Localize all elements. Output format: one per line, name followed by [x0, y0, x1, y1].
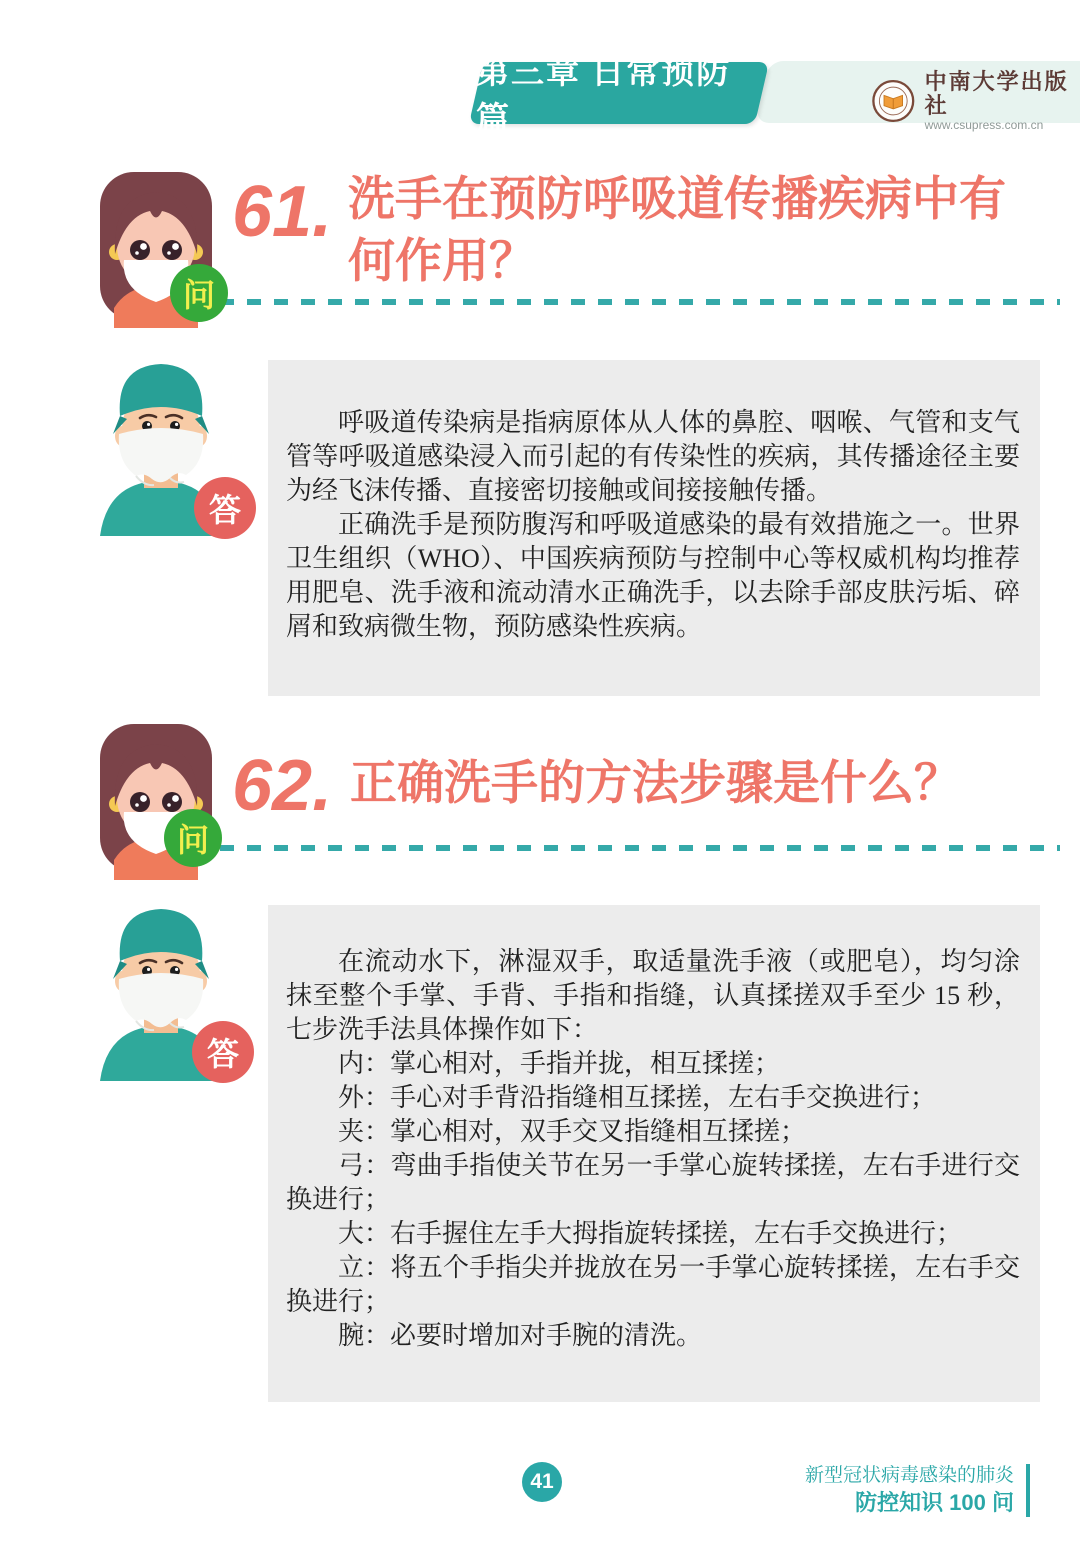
answer-step: 内：掌心相对，手指并拢，相互揉搓； — [338, 1049, 781, 1078]
answer-badge-label: 答 — [206, 1036, 239, 1072]
publisher-name: 中南大学出版社 — [924, 69, 1069, 119]
answer-paragraph: 正确洗手是预防腹泻和呼吸道感染的最有效措施之一。世界卫生组织（WHO）、中国疾病预防与控制中心等权威机构均推荐用肥皂、洗手液和流动清水正确洗手，以去除手部皮肤污垢、碎屑和致病微生物，预防感染性疾病。 — [286, 510, 1020, 641]
dashed-divider — [220, 299, 1060, 305]
question-number: 62. — [232, 746, 333, 826]
answer-box-61 — [268, 360, 1040, 696]
answer-step: 腕：必要时增加对手腕的清洗。 — [338, 1321, 703, 1350]
question-title: 洗手在预防呼吸道传播疾病中有何作用？ — [348, 172, 1006, 287]
publisher-block — [872, 70, 1080, 132]
answer-badge-label: 答 — [208, 492, 241, 528]
question-badge — [164, 809, 222, 867]
answer-paragraph: 呼吸道传染病是指病原体从人体的鼻腔、咽喉、气管和支气管等呼吸道感染浸入而引起的有传染性的疾病，其传播途径主要为经飞沫传播、直接密切接触或间接接触传播。 — [286, 408, 1020, 505]
chapter-banner — [469, 55, 769, 138]
question-badge — [170, 264, 228, 322]
page-number-badge — [522, 1462, 562, 1502]
answer-step: 弓：弯曲手指使关节在另一手掌心旋转揉搓，左右手进行交换进行； — [286, 1151, 1020, 1214]
answer-paragraph: 在流动水下，淋湿双手，取适量洗手液（或肥皂），均匀涂抹至整个手掌、手背、手指和指缝，认真揉搓双手至少 15 秒，七步洗手法具体操作如下： — [286, 947, 1020, 1044]
book-title-line2: 防控知识 100 问 — [855, 1489, 1014, 1515]
answer-step: 立：将五个手指尖并拢放在另一手掌心旋转揉搓，左右手交换进行； — [286, 1253, 1020, 1316]
book-title-line1: 新型冠状病毒感染的肺炎 — [804, 1465, 1014, 1486]
page-number: 41 — [530, 1470, 554, 1493]
answer-box-62 — [268, 905, 1040, 1402]
answer-step: 夹：掌心相对，双手交叉指缝相互揉搓； — [338, 1117, 807, 1146]
answer-step: 外：手心对手背沿指缝相互揉搓，左右手交换进行； — [338, 1083, 937, 1112]
answer-step: 大：右手握住左手大拇指旋转揉搓，左右手交换进行； — [338, 1219, 963, 1248]
publisher-url: www.csupress.com.cn — [924, 118, 1044, 133]
question-title: 正确洗手的方法步骤是什么？ — [350, 756, 961, 809]
book-title-block — [805, 1464, 1030, 1517]
question-number: 61. — [232, 172, 333, 252]
question-badge-label: 问 — [182, 277, 215, 313]
answer-badge — [192, 1021, 254, 1083]
publisher-seal-icon — [872, 78, 915, 124]
chapter-title: 第三章 日常预防篇 — [476, 55, 732, 138]
question-badge-label: 问 — [176, 822, 209, 858]
dashed-divider — [220, 845, 1060, 851]
answer-badge — [194, 477, 256, 539]
